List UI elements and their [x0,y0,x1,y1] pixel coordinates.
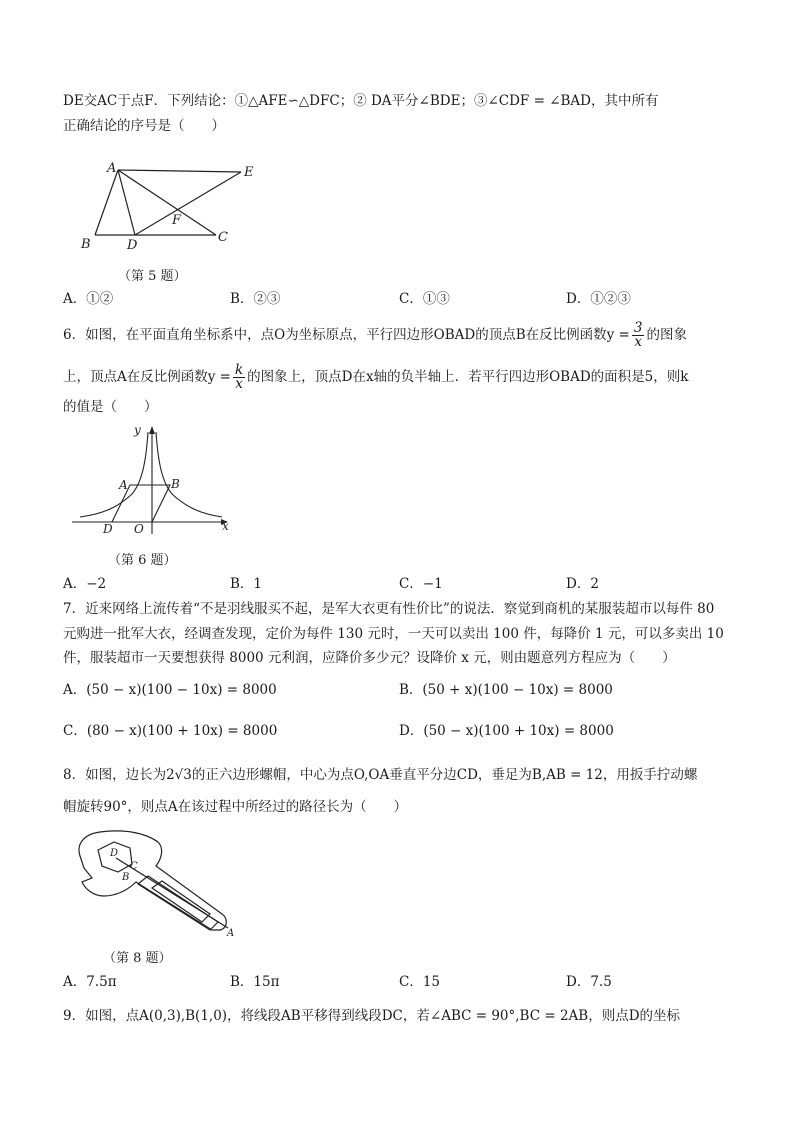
q5-label-c: C [218,230,228,245]
q5-label-e: E [244,165,254,180]
q8-option-b[interactable]: B．15π [230,974,280,990]
q6-frac-2-den: x [235,376,243,392]
q5-figure [75,160,265,255]
q6-line-2-text: 上，顶点A在反比例函数y = [63,369,231,385]
q5-line-1: DE交AC于点F．下列结论：①△AFE∽△DFC；② DA平分∠BDE；③∠CDF = ∠BAD，其中所有 [63,93,659,109]
q7-option-d[interactable]: D．(50 − x)(100 + 10x) = 8000 [399,723,614,739]
q6-label-a: A [119,478,128,492]
q5-edge-de [135,172,241,235]
q5-edge-ae [118,170,241,172]
q6-line-1-text: 6．如图，在平面直角坐标系中，点O为坐标原点，平行四边形OBAD的顶点B在反比例函数y = [63,327,630,343]
q5-option-a[interactable]: A．①② [63,291,114,307]
q6-label-x: x [222,519,229,533]
q7-option-b[interactable]: B．(50 + x)(100 − 10x) = 8000 [399,682,613,698]
q6-frac-k-over-x [233,364,245,391]
q6-line-2 [63,364,688,391]
q5-option-d[interactable]: D．①②③ [566,291,631,307]
q8-option-a[interactable]: A．7.5π [63,974,117,990]
q6-line-1 [63,322,687,349]
q6-caption: （第 6 题） [108,553,177,568]
q8-caption: （第 8 题） [103,951,172,966]
q5-label-b: B [81,237,91,252]
q6-label-b: B [171,477,180,491]
q5-option-c[interactable]: C．①③ [399,291,450,307]
q6-frac-1-num: 3 [633,320,643,336]
q6-option-a[interactable]: A．−2 [63,576,107,592]
q6-line-1-tail: 的图象 [646,327,687,343]
q6-figure [72,422,237,537]
q8-label-d: D [110,848,119,859]
q6-frac-3-over-x [632,322,645,349]
q7-option-a[interactable]: A．(50 − x)(100 − 10x) = 8000 [63,682,277,698]
q8-figure [72,826,237,936]
q6-frac-2-num: k [234,362,244,378]
q6-option-d[interactable]: D．2 [566,576,599,592]
q8-handle-slot [152,881,210,922]
q9-line-1: 9．如图，点A(0,3),B(1,0)，将线段AB平移得到线段DC，若∠ABC = 90°,BC = 2AB，则点D的坐标 [63,1008,681,1024]
q6-curve-left [80,432,148,517]
q8-label-a: A [227,928,235,936]
q6-label-d: D [103,522,113,536]
q6-curve-right [156,432,222,517]
q6-label-y: y [134,423,141,437]
q7-option-c[interactable]: C．(80 − x)(100 + 10x) = 8000 [63,723,278,739]
q6-frac-1-den: x [634,334,642,350]
q5-label-f: F [172,213,182,228]
q6-option-c[interactable]: C．−1 [399,576,443,592]
q7-line-2: 元购进一批军大衣，经调查发现，定价为每件 130 元时，一天可以卖出 100 件，每降价 1 元，可以多卖出 10 [63,626,724,642]
q7-line-1: 7．近来网络上流传着“不是羽线服买不起，是军大衣更有性价比”的说法．察觉到商机的某服装超市以每件 80 [63,601,715,617]
q6-label-o: O [134,522,144,536]
q6-line-2-tail: 的图象上，顶点D在x轴的负半轴上．若平行四边形OBAD的面积是5，则k [247,369,689,385]
q5-line-2: 正确结论的序号是（ ） [63,118,225,134]
q6-line-3: 的值是（ ） [63,399,158,415]
q6-option-b[interactable]: B．1 [230,576,263,592]
q8-option-d[interactable]: D．7.5 [566,974,612,990]
q7-line-3: 件，服装超市一天要想获得 8000 元利润，应降价多少元？设降价 x 元，则由题意列方程应为（ ） [63,650,676,666]
q5-option-b[interactable]: B．②③ [230,291,281,307]
q8-line-2: 帽旋转90°，则点A在该过程中所经过的路径长为（ ） [63,799,408,815]
q6-y-arrow [149,426,155,434]
q8-option-c[interactable]: C．15 [399,974,441,990]
q5-edge-ab [95,170,118,235]
q5-label-d: D [127,238,138,253]
q8-label-b: B [122,872,130,883]
q5-label-a: A [107,161,117,176]
q5-caption: （第 5 题） [118,269,187,284]
q8-line-1: 8．如图，边长为2√3的正六边形螺帽，中心为点O,OA垂直平分边CD，垂足为B,AB = 12，用扳手拧动螺 [63,767,698,783]
q8-label-c: C [130,861,138,872]
